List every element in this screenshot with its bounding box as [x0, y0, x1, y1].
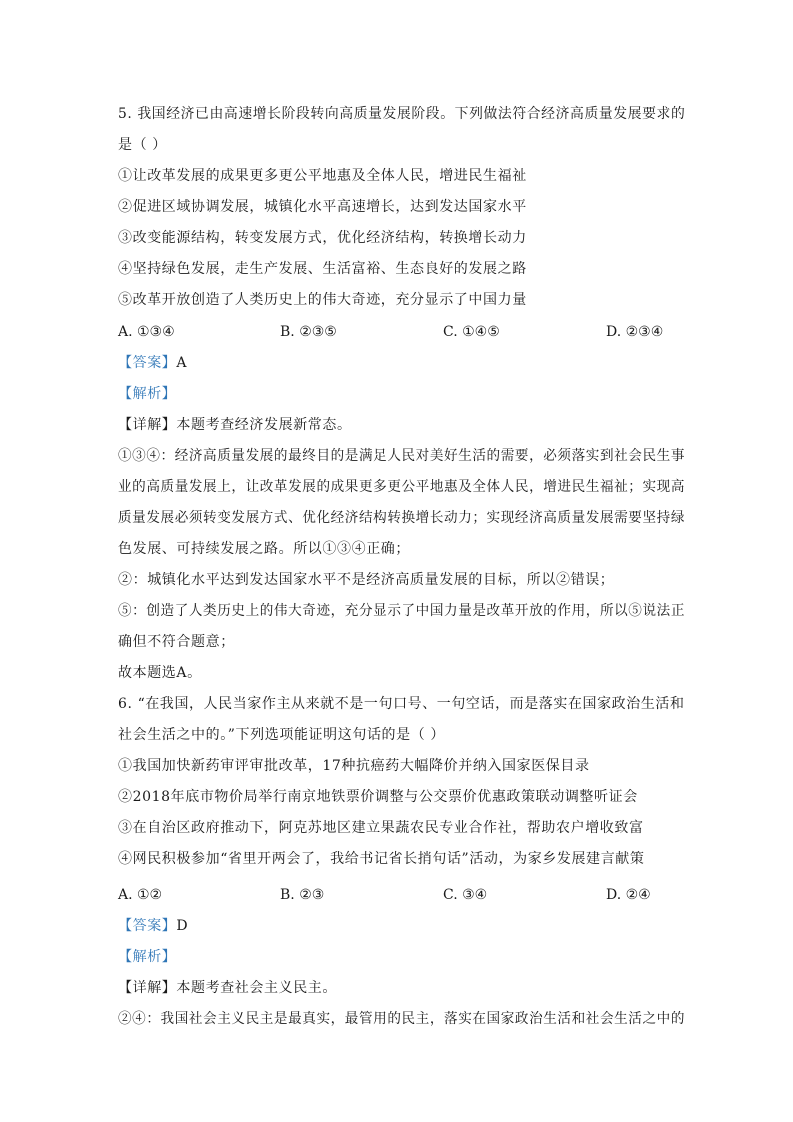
q5-explanation-line-5: ②：城镇化水平达到发达国家水平不是经济高质量发展的目标，所以②错误； [118, 572, 615, 588]
q6-answer [118, 916, 188, 936]
q6-item-1: ①我国加快新药审评审批改革，17种抗癌药大幅降价并纳入国家医保目录 [118, 758, 590, 774]
q5-item-5: ⑤改革开放创造了人类历史上的伟大奇迹，充分显示了中国力量 [118, 292, 527, 308]
q6-detail [118, 978, 337, 998]
q6-item-4: ④网民积极参加“省里开两会了，我给书记省长捎句话”活动，为家乡发展建言献策 [118, 851, 645, 867]
q5-explanation-line-6: ⑤：创造了人类历史上的伟大奇迹，充分显示了中国力量是改革开放的作用，所以⑤说法正 [118, 603, 686, 619]
q5-explanation-line-8: 故本题选A。 [118, 665, 202, 681]
q5-item-2: ②促进区域协调发展，城镇化水平高速增长，达到发达国家水平 [118, 199, 527, 215]
q6-option-d: D. ②④ [606, 887, 651, 903]
q5-option-d: D. ②③④ [606, 324, 664, 340]
q5-item-1: ①让改革发展的成果更多更公平地惠及全体人民，增进民生福祉 [118, 168, 527, 184]
q6-analysis-label: 【解析】 [118, 949, 177, 965]
q6-detail-text: 本题考查社会主义民主。 [176, 980, 338, 996]
q5-answer [118, 353, 187, 373]
q5-answer-value: A [176, 355, 188, 371]
q5-detail-text: 本题考查经济发展新常态。 [176, 417, 352, 433]
q5-option-c: C. ①④⑤ [443, 324, 500, 340]
q5-explanation-line-7: 确但不符合题意； [118, 634, 235, 650]
q5-analysis-label: 【解析】 [118, 386, 177, 402]
q6-answer-label: 【答案】 [118, 918, 177, 934]
q6-explanation-line-1: ②④：我国社会主义民主是最真实，最管用的民主，落实在国家政治生活和社会生活之中的 [118, 1011, 686, 1027]
q5-stem-line-1: 5. 我国经济已由高速增长阶段转向高质量发展阶段。下列做法符合经济高质量发展要求的 [118, 106, 686, 122]
q5-explanation-line-4: 色发展、可持续发展之路。所以①③④正确； [118, 541, 410, 557]
q5-analysis [118, 384, 176, 404]
q5-detail-label: 【详解】 [118, 417, 177, 433]
q5-item-4: ④坚持绿色发展，走生产发展、生活富裕、生态良好的发展之路 [118, 261, 527, 277]
q6-stem-line-1: 6. “在我国，人民当家作主从来就不是一句口号、一句空话，而是落实在国家政治生活和 [118, 696, 685, 712]
q5-option-a: A. ①③④ [118, 324, 175, 340]
q5-explanation-line-3: 质量发展必须转变发展方式、优化经济结构转换增长动力；实现经济高质量发展需要坚持绿 [118, 510, 686, 526]
q6-stem-line-2: 社会生活之中的。”下列选项能证明这句话的是（ ） [118, 727, 446, 743]
q6-answer-value: D [176, 918, 189, 934]
q5-explanation-line-2: 业的高质量发展上，让改革发展的成果更多更公平地惠及全体人民，增进民生福祉；实现高 [118, 479, 686, 495]
q5-item-3: ③改变能源结构，转变发展方式，优化经济结构，转换增长动力 [118, 230, 527, 246]
q6-item-3: ③在自治区政府推动下，阿克苏地区建立果蔬农民专业合作社，帮助农户增收致富 [118, 820, 644, 836]
q5-option-b: B. ②③⑤ [280, 324, 337, 340]
q6-detail-label: 【详解】 [118, 980, 177, 996]
q6-option-a: A. ①② [118, 887, 163, 903]
q6-option-c: C. ③④ [443, 887, 488, 903]
q6-analysis [118, 947, 176, 967]
q5-answer-label: 【答案】 [118, 355, 177, 371]
q6-item-2: ②2018年底市物价局举行南京地铁票价调整与公交票价优惠政策联动调整听证会 [118, 789, 638, 805]
q5-detail [118, 415, 352, 435]
q5-explanation-line-1: ①③④：经济高质量发展的最终目的是满足人民对美好生活的需要，必须落实到社会民生事 [118, 448, 686, 464]
q5-stem-line-2: 是（ ） [118, 137, 167, 153]
q6-option-b: B. ②③ [280, 887, 325, 903]
